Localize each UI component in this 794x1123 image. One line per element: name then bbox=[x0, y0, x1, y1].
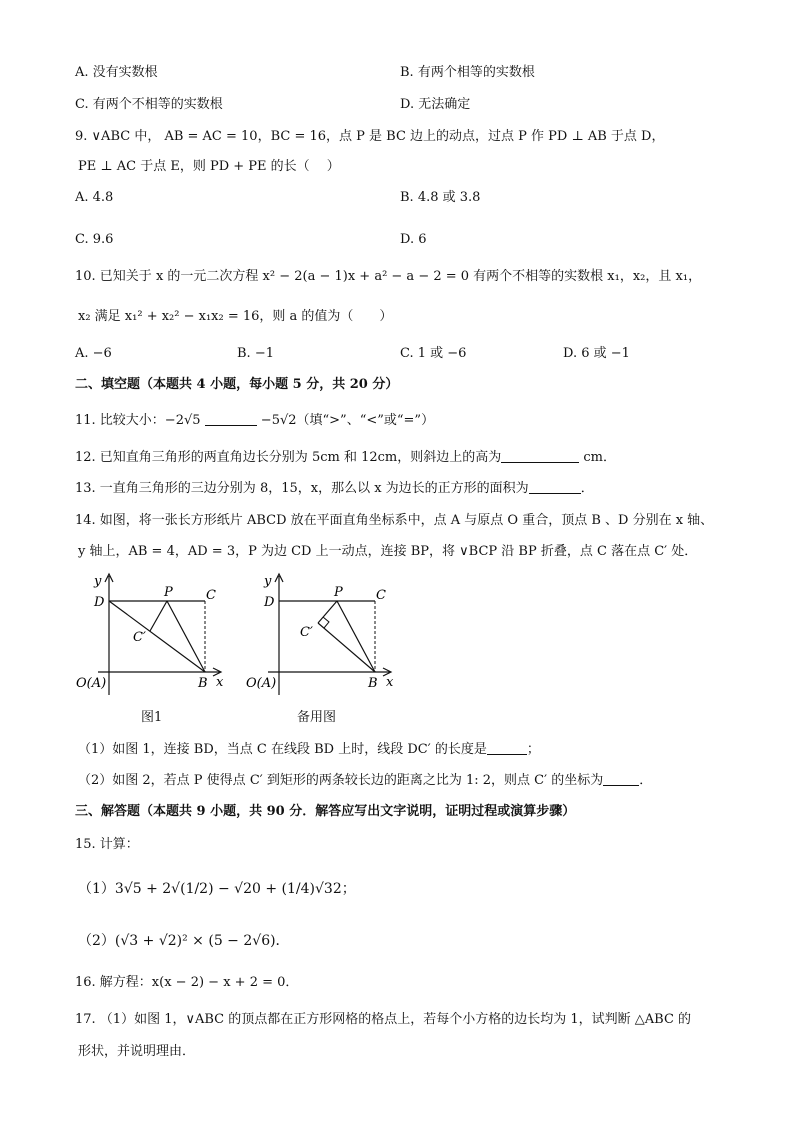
q14-sub1-text-post: ； bbox=[526, 742, 540, 757]
q17-stem-line2: 形状，并说明理由． bbox=[78, 1044, 196, 1059]
label-p: P bbox=[334, 585, 343, 600]
label-d: D bbox=[94, 595, 105, 610]
label-y: y bbox=[264, 574, 272, 589]
label-b: B bbox=[198, 676, 208, 691]
label-c: C bbox=[206, 588, 216, 603]
label-x: x bbox=[386, 675, 394, 690]
q9-option-b: B. 4.8 或 3.8 bbox=[400, 190, 481, 205]
q15-sub1: （1）3√5 + 2√(1/2) − √20 + (1/4)√32； bbox=[78, 881, 356, 897]
q11-line bbox=[75, 412, 434, 430]
q16-stem: 16. 解方程：x(x − 2) − x + 2 = 0． bbox=[75, 975, 299, 990]
segment-pc-prime bbox=[318, 601, 337, 623]
q12-text-pre: 12. 已知直角三角形的两直角边长分别为 5cm 和 12cm，则斜边上的高为 bbox=[75, 450, 502, 465]
q14-sub1-text-pre: （1）如图 1，连接 BD，当点 C 在线段 BD 上时，线段 DC′ 的长度是 bbox=[78, 742, 487, 757]
q12-line bbox=[75, 449, 616, 467]
figure-2-diagram bbox=[238, 570, 408, 700]
q14-stem-line2: y 轴上，AB = 4，AD = 3，P 为边 CD 上一动点，连接 BP，将 ∨BCP 沿 BP 折叠，点 C 落在点 C′ 处． bbox=[78, 544, 698, 559]
label-y: y bbox=[94, 574, 102, 589]
section-3-heading: 三、解答题（本题共 9 小题，共 90 分．解答应写出文字说明，证明过程或演算步骤） bbox=[75, 804, 576, 819]
q8-option-d: D. 无法确定 bbox=[400, 97, 471, 112]
label-origin: O(A) bbox=[76, 676, 107, 691]
q14-sub2-line bbox=[78, 772, 652, 790]
figure-1-diagram bbox=[68, 570, 238, 700]
q11-text-pre: 11. 比较大小：−2√5 bbox=[75, 413, 205, 428]
q13-line bbox=[75, 480, 594, 498]
q14-sub2-answer-blank[interactable] bbox=[603, 772, 639, 786]
q10-option-b: B. −1 bbox=[237, 346, 274, 361]
q14-sub1-answer-blank[interactable] bbox=[487, 741, 527, 755]
section-2-heading: 二、填空题（本题共 4 小题，每小题 5 分，共 20 分） bbox=[75, 377, 399, 392]
q11-text-post: −5√2（填“>”、“<”或“=”） bbox=[256, 413, 435, 428]
q9-stem-line2: PE ⊥ AC 于点 E，则 PD + PE 的长（ ） bbox=[78, 159, 340, 174]
label-p: P bbox=[164, 585, 173, 600]
label-d: D bbox=[264, 595, 275, 610]
segment-c-prime-b bbox=[318, 623, 375, 672]
q9-option-a: A. 4.8 bbox=[75, 190, 114, 205]
q9-stem-line1: 9. ∨ABC 中， AB = AC = 10，BC = 16，点 P 是 BC 边上的动点，过点 P 作 PD ⊥ AB 于点 D， bbox=[75, 129, 665, 144]
label-x: x bbox=[216, 675, 224, 690]
q8-option-c: C. 有两个不相等的实数根 bbox=[75, 97, 223, 112]
q10-stem-line2: x₂ 满足 x₁² + x₂² − x₁x₂ = 16，则 a 的值为（ ） bbox=[78, 309, 393, 324]
q8-option-a: A. 没有实数根 bbox=[75, 65, 158, 80]
q15-sub2: （2）(√3 + √2)² × (5 − 2√6)． bbox=[78, 933, 290, 949]
q14-sub1-line bbox=[78, 741, 540, 759]
q10-option-d: D. 6 或 −1 bbox=[563, 346, 630, 361]
label-origin: O(A) bbox=[246, 676, 277, 691]
figure-2-caption: 备用图 bbox=[297, 710, 337, 725]
q12-answer-blank[interactable] bbox=[501, 449, 579, 463]
q15-title: 15. 计算： bbox=[75, 837, 139, 852]
label-b: B bbox=[368, 676, 378, 691]
q14-sub2-text-post: ． bbox=[639, 773, 653, 788]
q9-option-d: D. 6 bbox=[400, 232, 427, 247]
q13-text-pre: 13. 一直角三角形的三边分别为 8，15，x，那么以 x 为边长的正方形的面积为 bbox=[75, 481, 529, 496]
q13-answer-blank[interactable] bbox=[529, 480, 581, 494]
q10-stem-line1: 10. 已知关于 x 的一元二次方程 x² − 2(a − 1)x + a² − a − 2 = 0 有两个不相等的实数根 x₁，x₂，且 x₁， bbox=[75, 269, 702, 284]
q10-option-c: C. 1 或 −6 bbox=[400, 346, 467, 361]
right-angle-mark-icon bbox=[323, 617, 329, 628]
q10-option-a: A. −6 bbox=[75, 346, 112, 361]
diagonal-bd bbox=[109, 601, 205, 672]
q8-option-b: B. 有两个相等的实数根 bbox=[400, 65, 535, 80]
q14-sub2-text-pre: （2）如图 2，若点 P 使得点 C′ 到矩形的两条较长边的距离之比为 1: 2，则点 C′ 的坐标为 bbox=[78, 773, 604, 788]
q12-text-post: cm． bbox=[579, 450, 616, 465]
q17-stem-line1: 17. （1）如图 1，∨ABC 的顶点都在正方形网格的格点上，若每个小方格的边长均为 1，试判断 △ABC 的 bbox=[75, 1012, 692, 1027]
label-c: C bbox=[376, 588, 386, 603]
segment-pb bbox=[167, 601, 205, 672]
q9-option-c: C. 9.6 bbox=[75, 232, 114, 247]
q14-stem-line1: 14. 如图，将一张长方形纸片 ABCD 放在平面直角坐标系中，点 A 与原点 O 重合，顶点 B 、D 分别在 x 轴、 bbox=[75, 513, 714, 528]
q11-answer-blank[interactable] bbox=[205, 412, 257, 426]
segment-pb bbox=[337, 601, 375, 672]
figure-1-caption: 图1 bbox=[141, 710, 163, 725]
label-c-prime: C′ bbox=[300, 625, 313, 640]
segment-pc-prime bbox=[150, 601, 167, 631]
q13-text-post: ． bbox=[580, 481, 594, 496]
label-c-prime: C′ bbox=[133, 630, 146, 645]
